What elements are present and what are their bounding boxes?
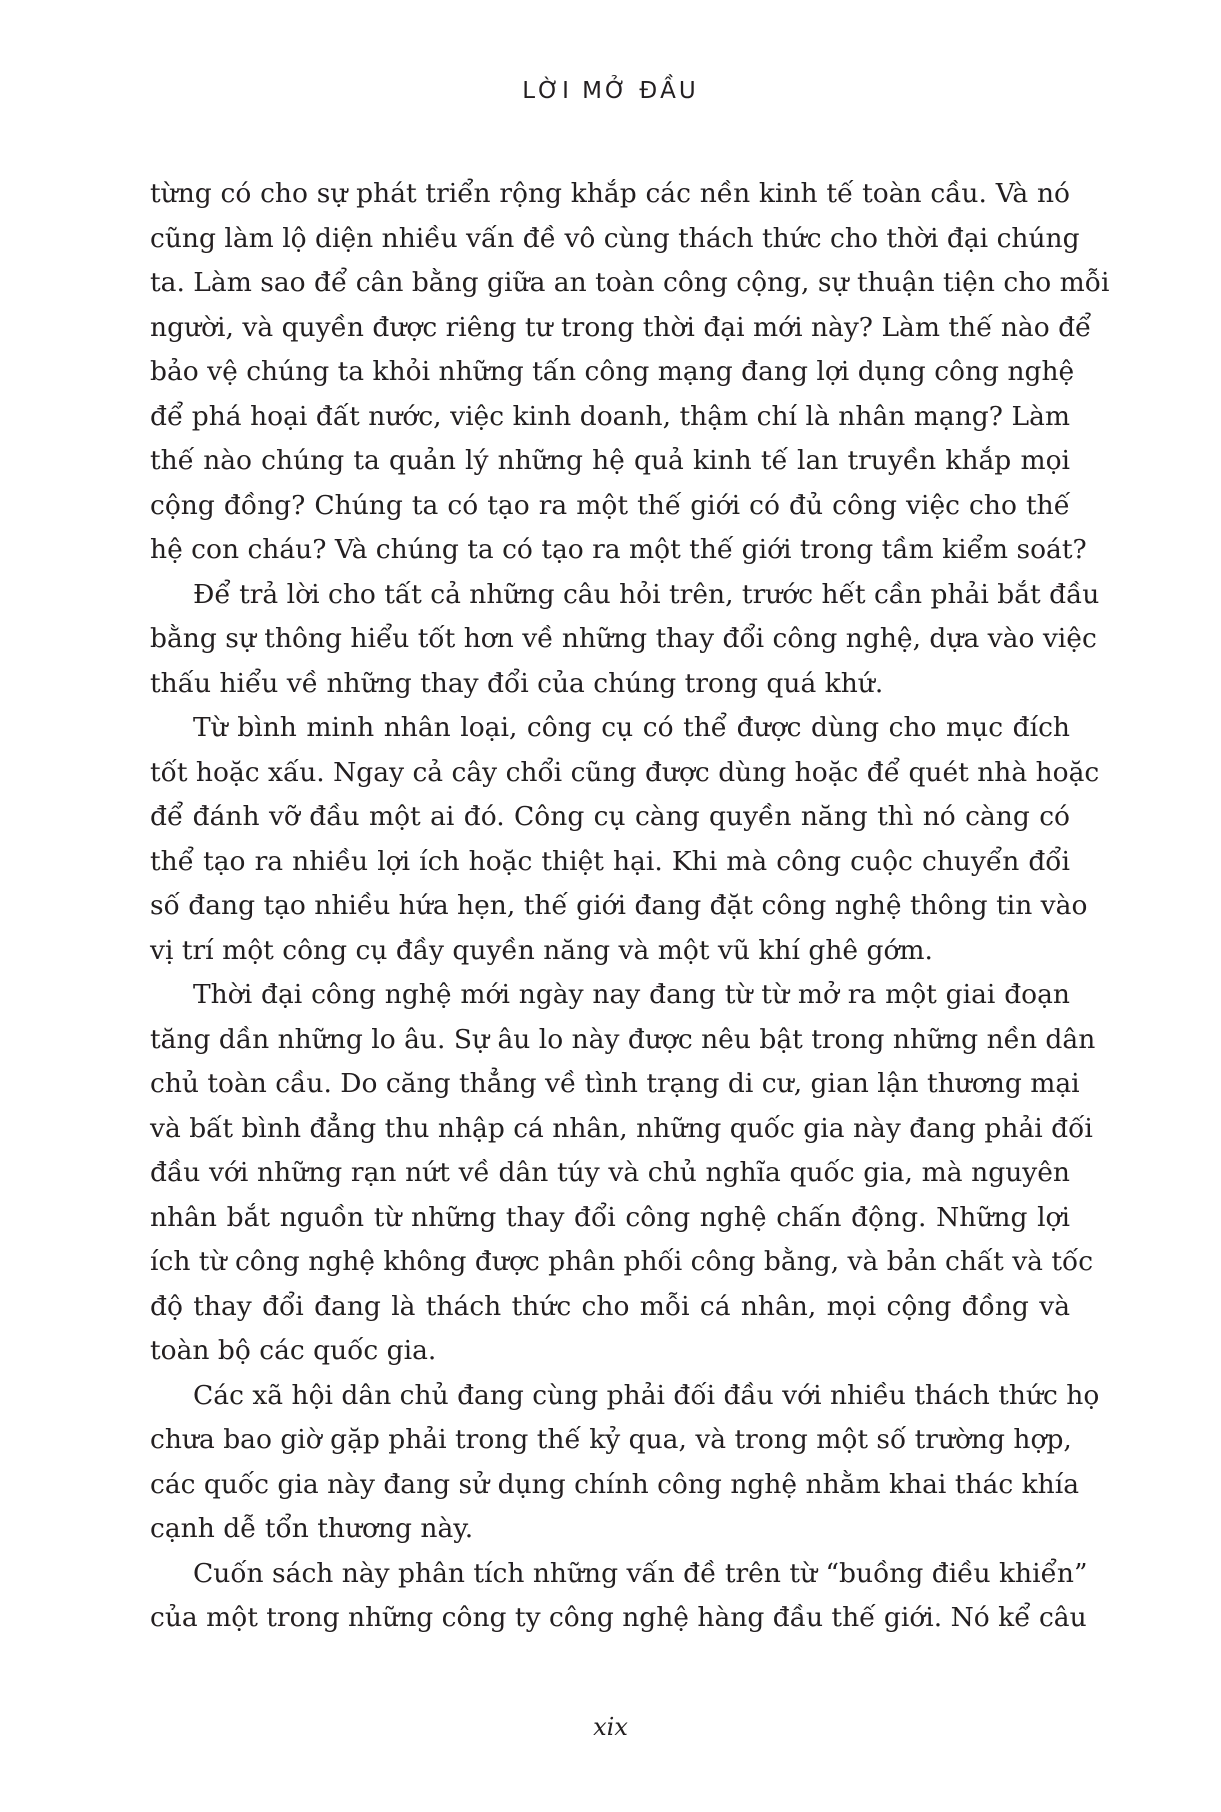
text-line: đầu với những rạn nứt về dân túy và chủ nghĩa quốc gia, mà nguyên bbox=[150, 1157, 1070, 1188]
text-line: để đánh vỡ đầu một ai đó. Công cụ càng quyền năng thì nó càng có bbox=[150, 801, 1070, 832]
text-line: Để trả lời cho tất cả những câu hỏi trên, trước hết cần phải bắt đầu bbox=[193, 578, 1100, 610]
page-number: xix bbox=[593, 1713, 628, 1741]
text-line: bảo vệ chúng ta khỏi những tấn công mạng đang lợi dụng công nghệ bbox=[150, 356, 1075, 387]
text-line: Thời đại công nghệ mới ngày nay đang từ từ mở ra một giai đoạn bbox=[193, 979, 1070, 1010]
text-line: cạnh dễ tổn thương này. bbox=[150, 1513, 474, 1544]
text-line: người, và quyền được riêng tư trong thời đại mới này? Làm thế nào để bbox=[150, 311, 1092, 343]
body-text bbox=[150, 172, 1110, 1641]
text-line: hệ con cháu? Và chúng ta có tạo ra một thế giới trong tầm kiểm soát? bbox=[150, 534, 1087, 565]
text-line: tốt hoặc xấu. Ngay cả cây chổi cũng được dùng hoặc để quét nhà hoặc bbox=[150, 756, 1100, 788]
text-line: chủ toàn cầu. Do căng thẳng về tình trạng di cư, gian lận thương mại bbox=[150, 1068, 1080, 1099]
text-line: cũng làm lộ diện nhiều vấn đề vô cùng thách thức cho thời đại chúng bbox=[150, 222, 1080, 254]
text-line: độ thay đổi đang là thách thức cho mỗi cá nhân, mọi cộng đồng và bbox=[150, 1290, 1070, 1322]
text-line: cộng đồng? Chúng ta có tạo ra một thế giới có đủ công việc cho thế bbox=[150, 489, 1070, 521]
text-line: thể tạo ra nhiều lợi ích hoặc thiệt hại. Khi mà công cuộc chuyển đổi bbox=[150, 845, 1070, 877]
text-line: thấu hiểu về những thay đổi của chúng trong quá khứ. bbox=[150, 667, 884, 699]
text-line: ta. Làm sao để cân bằng giữa an toàn công cộng, sự thuận tiện cho mỗi bbox=[150, 267, 1110, 298]
text-line: Các xã hội dân chủ đang cùng phải đối đầu với nhiều thách thức họ bbox=[193, 1379, 1100, 1411]
text-line: vị trí một công cụ đầy quyền năng và một vũ khí ghê gớm. bbox=[150, 934, 933, 966]
text-line: và bất bình đẳng thu nhập cá nhân, những quốc gia này đang phải đối bbox=[150, 1112, 1093, 1144]
text-line: toàn bộ các quốc gia. bbox=[150, 1335, 437, 1366]
text-line: tăng dần những lo âu. Sự âu lo này được nêu bật trong những nền dân bbox=[150, 1023, 1096, 1055]
text-line: Cuốn sách này phân tích những vấn đề trên từ “buồng điều khiển” bbox=[193, 1557, 1088, 1589]
text-line: bằng sự thông hiểu tốt hơn về những thay đổi công nghệ, dựa vào việc bbox=[150, 623, 1097, 654]
text-line: nhân bắt nguồn từ những thay đổi công nghệ chấn động. Những lợi bbox=[150, 1201, 1070, 1233]
text-line: để phá hoại đất nước, việc kinh doanh, thậm chí là nhân mạng? Làm bbox=[150, 400, 1070, 432]
text-line: ích từ công nghệ không được phân phối công bằng, và bản chất và tốc bbox=[150, 1246, 1094, 1277]
text-line: Từ bình minh nhân loại, công cụ có thể được dùng cho mục đích bbox=[193, 712, 1070, 743]
running-title: LỜI MỞ ĐẦU bbox=[522, 78, 699, 104]
text-line: chưa bao giờ gặp phải trong thế kỷ qua, và trong một số trường hợp, bbox=[150, 1424, 1072, 1455]
text-line: của một trong những công ty công nghệ hàng đầu thế giới. Nó kể câu bbox=[150, 1602, 1087, 1633]
text-line: các quốc gia này đang sử dụng chính công nghệ nhằm khai thác khía bbox=[150, 1468, 1080, 1500]
text-line: số đang tạo nhiều hứa hẹn, thế giới đang đặt công nghệ thông tin vào bbox=[150, 890, 1088, 921]
text-line: từng có cho sự phát triển rộng khắp các nền kinh tế toàn cầu. Và nó bbox=[150, 178, 1070, 209]
text-line: thế nào chúng ta quản lý những hệ quả kinh tế lan truyền khắp mọi bbox=[150, 445, 1070, 476]
